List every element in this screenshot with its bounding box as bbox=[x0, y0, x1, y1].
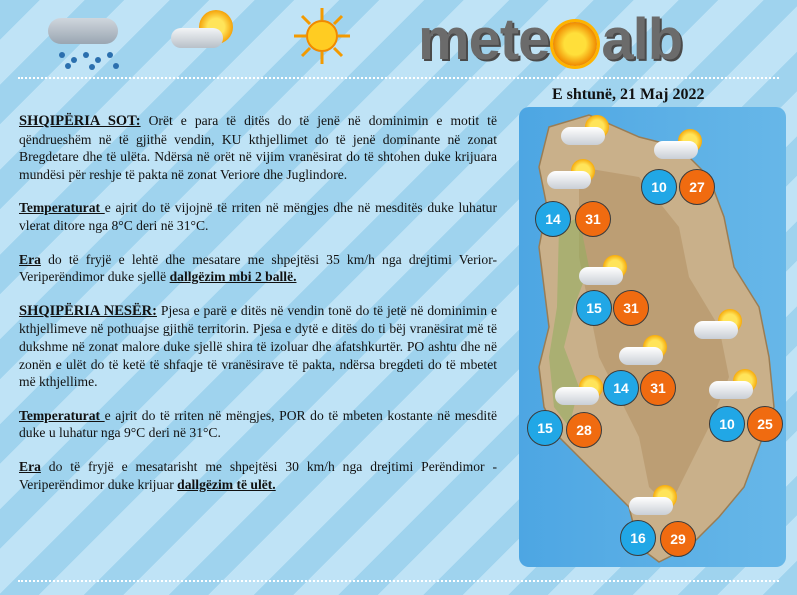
brand-logo bbox=[418, 6, 682, 73]
brand-left: mete bbox=[418, 7, 550, 72]
min-temp-badge: 14 bbox=[535, 201, 571, 237]
forecast-text bbox=[19, 112, 497, 509]
min-temp-badge: 10 bbox=[709, 406, 745, 442]
albania-weather-map bbox=[519, 107, 786, 567]
partly-cloudy-icon bbox=[619, 335, 675, 365]
partly-cloudy-icon bbox=[547, 159, 603, 189]
max-temp-badge: 31 bbox=[613, 290, 649, 326]
max-temp-badge: 29 bbox=[660, 521, 696, 557]
today-temperature: Temperaturat e ajrit do të vijojnë të rriten në mëngjes dhe në mesditës duke luhatur vlerat ditore nga 8°C deri në 31°C. bbox=[19, 200, 497, 233]
cloudy-icon bbox=[654, 129, 710, 159]
partly-cloudy-icon bbox=[165, 6, 245, 56]
tomorrow-wind: Era do të fryjë e mesatarisht me shpejtësi 30 km/h nga drejtimi Perëndimor - Veriperëndimor duke krijuar dallgëzim të ulët. bbox=[19, 458, 497, 492]
today-paragraph: SHQIPËRIA SOT: Orët e para të ditës do të jenë në dominimin e motit të qëndrueshëm në të gjithë vendin, KU kthjellimet do të jenë dominante në zonat Bregdetare dhe të ulëta. Ndërsa në orët në vijim vranësirat do të shtohen duke krijuara mundësi për reshje të pakta në zonat Veriore dhe Juglindore. bbox=[19, 113, 497, 182]
partly-cloudy-icon bbox=[629, 485, 685, 515]
max-temp-badge: 31 bbox=[575, 201, 611, 237]
min-temp-badge: 15 bbox=[576, 290, 612, 326]
tomorrow-temperature: Temperaturat e ajrit do të rriten në mëngjes, POR do të mbeten kostante në mesditë duke u luhatur nga 9°C deri në 31°C. bbox=[19, 407, 498, 441]
top-divider bbox=[18, 77, 779, 79]
sun-icon bbox=[292, 6, 352, 66]
today-wind: Era do të fryjë e lehtë dhe mesatare me shpejtësi 35 km/h nga drejtimi Verior-Veriperëndimor duke sjellë dallgëzim mbi 2 ballë. bbox=[19, 251, 497, 285]
max-temp-badge: 28 bbox=[566, 412, 602, 448]
bottom-divider bbox=[18, 580, 779, 582]
partly-cloudy-icon bbox=[694, 309, 750, 339]
max-temp-badge: 27 bbox=[679, 169, 715, 205]
brand-right: alb bbox=[601, 7, 683, 72]
forecast-date: E shtunë, 21 Maj 2022 bbox=[552, 86, 705, 103]
rain-cloud-icon bbox=[40, 10, 135, 70]
min-temp-badge: 16 bbox=[620, 520, 656, 556]
today-heading: SHQIPËRIA SOT: bbox=[19, 113, 141, 129]
partly-cloudy-icon bbox=[561, 115, 617, 145]
min-temp-badge: 15 bbox=[527, 410, 563, 446]
max-temp-badge: 31 bbox=[640, 370, 676, 406]
cloudy-icon bbox=[709, 369, 765, 399]
min-temp-badge: 10 bbox=[641, 169, 677, 205]
tomorrow-heading: SHQIPËRIA NESËR: bbox=[19, 302, 157, 319]
min-temp-badge: 14 bbox=[603, 370, 639, 406]
tomorrow-paragraph: SHQIPËRIA NESËR: Pjesa e parë e ditës në vendin tonë do të jetë në dominimin e kthjellimeve në pothuajse gjithë territorin. Pjesa e dytë e ditës do ti bëj vranësirat më të dukshme në zonat malore duke sjellë shira të izoluar dhe afatshkurtër. PO ashtu dhe në zonën e ulët do të ketë të shfaqje të vranësirave të pakta, ndërsa bregdeti do të mbetet më kthjellime. bbox=[19, 302, 497, 390]
logo-sun-icon bbox=[553, 22, 597, 66]
max-temp-badge: 25 bbox=[747, 406, 783, 442]
partly-cloudy-icon bbox=[579, 255, 635, 285]
